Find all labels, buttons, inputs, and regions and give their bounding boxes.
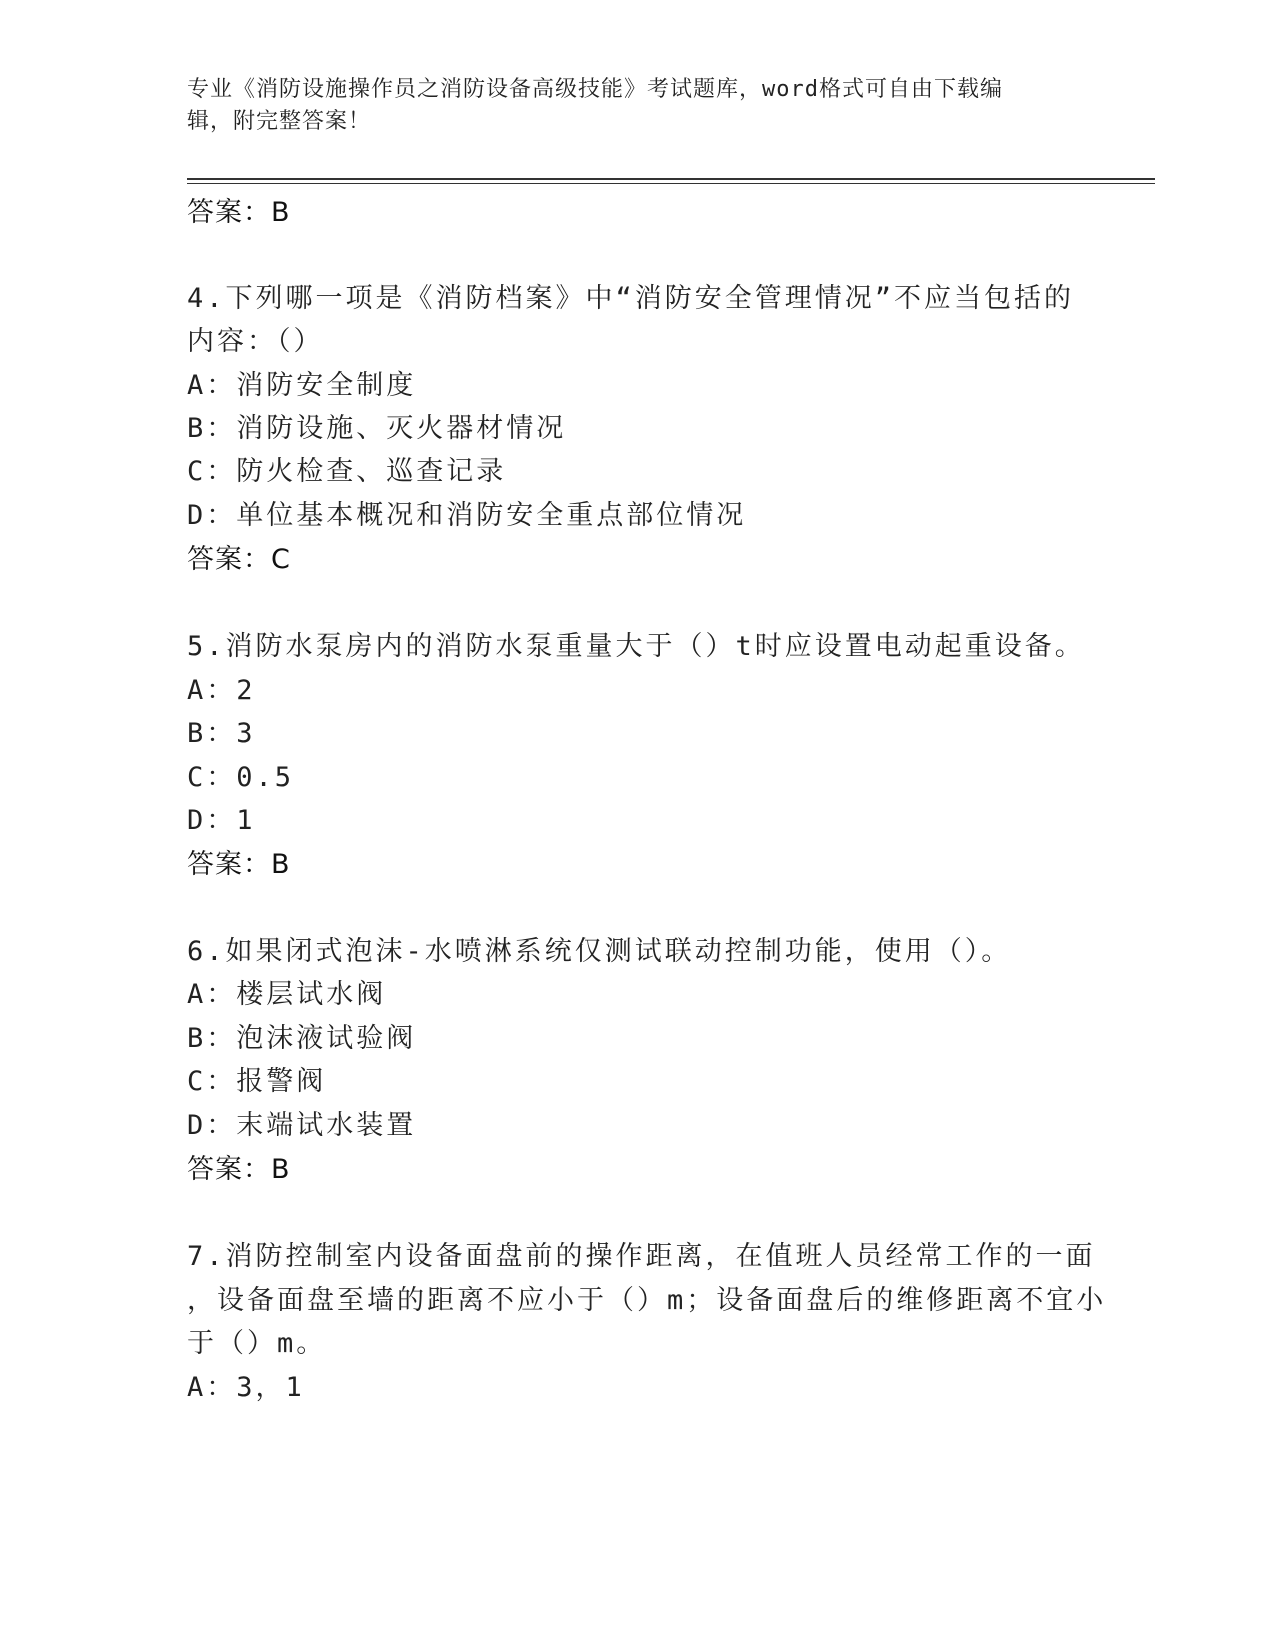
question-4-option-d: D：单位基本概况和消防安全重点部位情况: [187, 500, 747, 531]
question-6-answer: 答案：B: [187, 1154, 291, 1185]
header-divider: [187, 178, 1155, 180]
header-line-1: 专业《消防设施操作员之消防设备高级技能》考试题库，word格式可自由下载编: [187, 77, 1003, 102]
header-line-2: 辑，附完整答案！: [187, 109, 372, 134]
question-6-option-c: C：报警阀: [187, 1066, 327, 1097]
question-6-option-d: D：末端试水装置: [187, 1110, 417, 1141]
question-5-option-a: A：2: [187, 675, 256, 706]
question-6-option-a: A：楼层试水阀: [187, 979, 387, 1010]
question-7-stem-line-1: 7.消防控制室内设备面盘前的操作距离，在值班人员经常工作的一面: [187, 1241, 1096, 1272]
header-divider-thin: [187, 183, 1155, 184]
answer-prev: 答案：B: [187, 197, 291, 228]
question-5-option-c: C：0.5: [187, 762, 295, 793]
question-5-stem-line-1: 5.消防水泵房内的消防水泵重量大于（）t时应设置电动起重设备。: [187, 631, 1085, 662]
question-7-stem-line-2: ，设备面盘至墙的距离不应小于（）m；设备面盘后的维修距离不宜小: [187, 1285, 1107, 1316]
question-4-option-a: A：消防安全制度: [187, 370, 417, 401]
question-5-option-b: B：3: [187, 718, 256, 749]
question-4-stem-line-1: 4.下列哪一项是《消防档案》中“消防安全管理情况”不应当包括的: [187, 283, 1075, 314]
question-5-answer: 答案：B: [187, 849, 291, 880]
question-6-option-b: B：泡沫液试验阀: [187, 1023, 417, 1054]
question-4-option-c: C：防火检查、巡查记录: [187, 456, 507, 487]
question-4-option-b: B：消防设施、灭火器材情况: [187, 413, 567, 444]
question-6-stem-line-1: 6.如果闭式泡沫-水喷淋系统仅测试联动控制功能，使用（）。: [187, 936, 1012, 967]
header-note: [187, 74, 1067, 138]
question-4-stem-line-2: 内容：（）: [187, 326, 324, 357]
question-7-option-a: A：3，1: [187, 1372, 305, 1403]
question-4-answer: 答案：C: [187, 544, 291, 575]
question-5-option-d: D：1: [187, 805, 256, 836]
question-7-stem-line-3: 于（）m。: [187, 1328, 327, 1359]
